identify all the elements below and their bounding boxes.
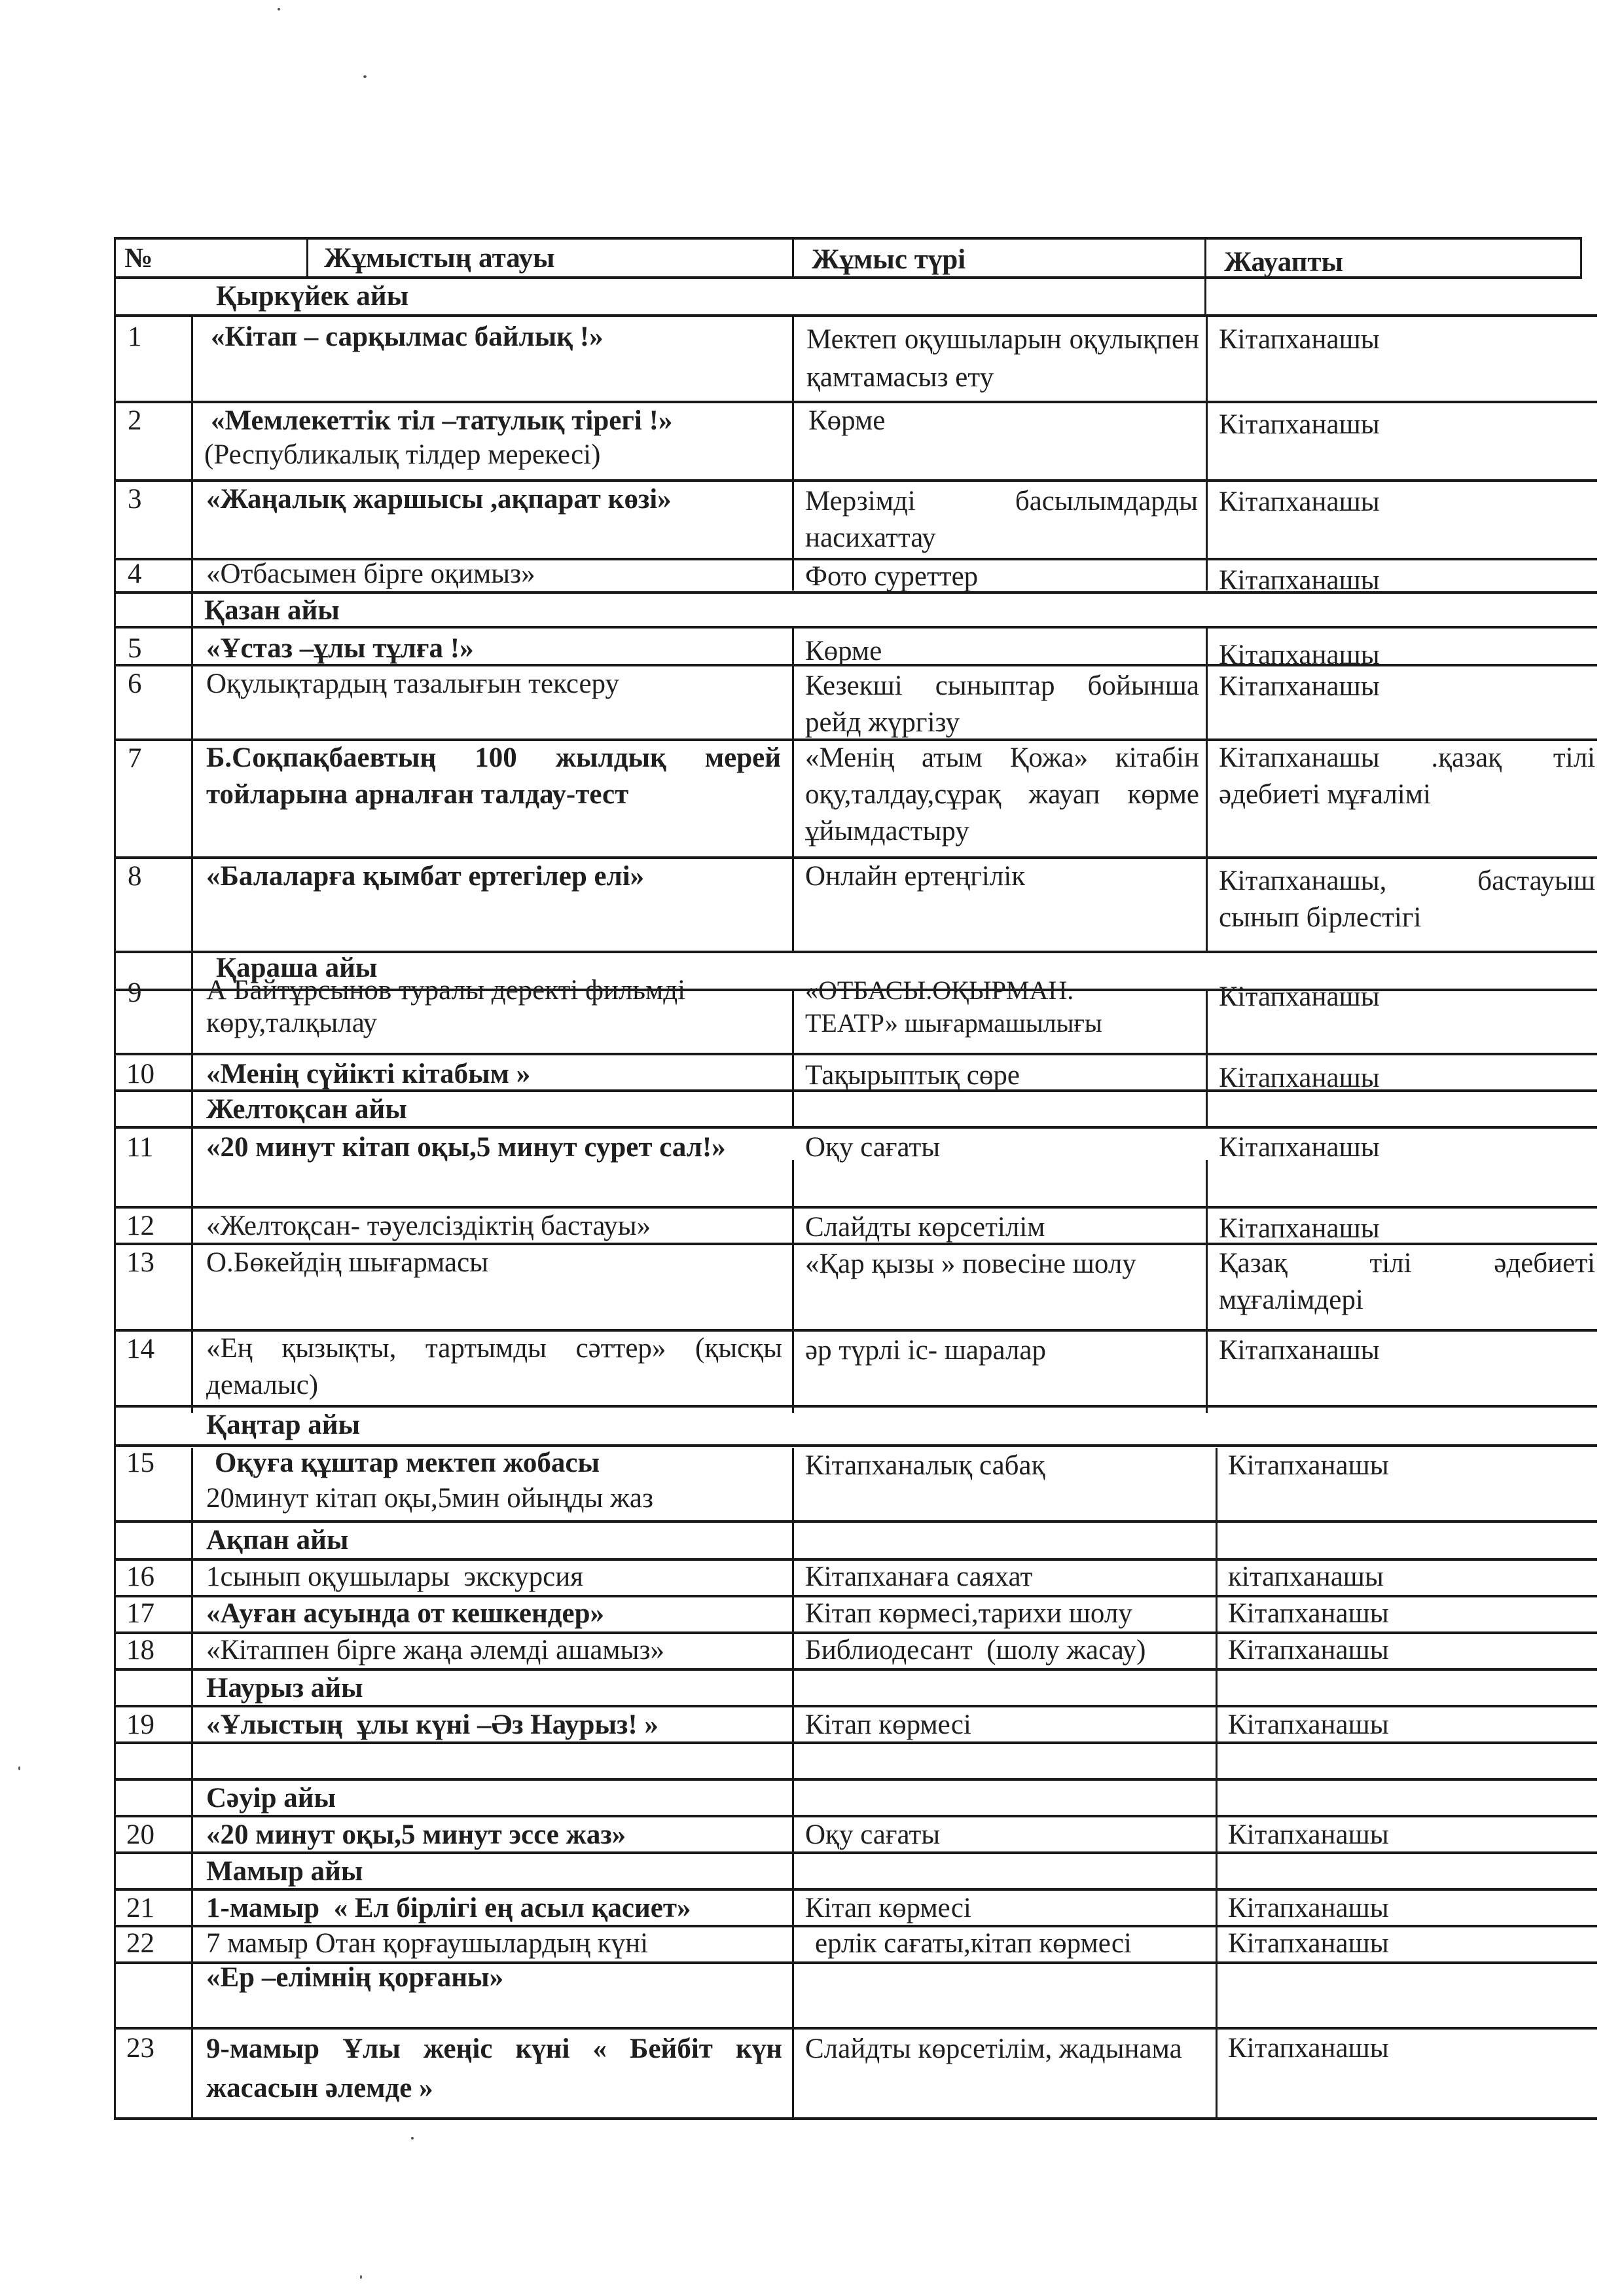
scan-speck — [360, 2275, 362, 2279]
month-heading: Мамыр айы — [206, 1856, 363, 1887]
table-border — [191, 1448, 193, 2120]
row-type: Көрме — [805, 636, 882, 666]
row-name: «Кітаппен бірге жаңа әлемді ашамыз» — [206, 1635, 664, 1666]
row-number: 7 — [128, 743, 142, 774]
row-type: Слайдты көрсетілім, жадынама — [805, 2033, 1182, 2064]
row-responsible: Қазақ тілі әдебиеті мұғалімдері — [1219, 1248, 1595, 1315]
row-type: Слайдты көрсетілім — [805, 1212, 1045, 1243]
table-border — [114, 237, 116, 2120]
row-name: О.Бөкейдің шығармасы — [206, 1247, 489, 1278]
row-number: 2 — [128, 405, 142, 436]
row-name: 7 мамыр Отан қорғаушылардың күні — [206, 1928, 649, 1959]
row-name: А Байтұрсынов туралы деректі фильмді көру,талқылау — [206, 975, 686, 1038]
header-name: Жұмыстың атауы — [324, 243, 555, 274]
row-number: 22 — [126, 1928, 154, 1959]
row-type: Кітап көрмесі — [805, 1709, 971, 1740]
row-name: «Балаларға қымбат ертегілер елі» — [206, 861, 645, 892]
table-border — [792, 1448, 794, 2120]
month-heading: Ақпан айы — [206, 1525, 349, 1556]
month-heading: Қаңтар айы — [206, 1410, 361, 1440]
table-border — [115, 2117, 1597, 2120]
row-responsible: Кітапханашы — [1228, 1709, 1389, 1740]
table-border — [792, 627, 794, 953]
row-type: «Қар қызы » повесіне шолу — [805, 1248, 1136, 1279]
month-heading: Наурыз айы — [206, 1673, 363, 1704]
table-border — [1206, 990, 1208, 1127]
table-border — [792, 237, 794, 279]
row-responsible: Кітапханашы — [1228, 2033, 1389, 2064]
row-responsible: Кітапханашы — [1219, 409, 1380, 440]
row-name: «Ұлыстың ұлы күні –Әз Наурыз! » — [206, 1709, 659, 1740]
row-type: әр түрлі іс- шаралар — [805, 1335, 1047, 1366]
row-responsible: Кітапханашы — [1219, 1132, 1380, 1163]
row-responsible: Кітапханашы — [1219, 324, 1380, 355]
row-name: Оқулықтардың тазалығын тексеру — [206, 668, 619, 699]
scan-speck — [278, 8, 280, 10]
scan-speck — [363, 75, 367, 78]
row-responsible: Кітапханашы — [1219, 671, 1380, 702]
month-heading: Қыркүйек айы — [216, 281, 409, 312]
row-type: Библиодесант (шолу жасау) — [805, 1635, 1146, 1666]
row-name-note: (Республикалық тілдер мерекесі) — [204, 439, 601, 470]
row-responsible: Кітапханашы — [1219, 565, 1380, 596]
header-responsible: Жауапты — [1224, 247, 1344, 278]
row-type: «Менің атым Қожа» кітабін оқу,талдау,сұрақ жауап көрме ұйымдастыру — [805, 742, 1199, 847]
row-name-note: 20минут кітап оқы,5мин ойыңды жаз — [206, 1483, 653, 1514]
row-type: Кітапханалық сабақ — [805, 1450, 1045, 1481]
row-number: 8 — [128, 861, 142, 892]
table-border — [1204, 237, 1206, 316]
row-responsible: Кітапханашы — [1228, 1928, 1389, 1959]
row-number: 18 — [126, 1635, 154, 1666]
row-responsible: Кітапханашы — [1228, 1819, 1389, 1850]
row-responsible: Кітапханашы — [1228, 1635, 1389, 1666]
table-border — [792, 990, 794, 1127]
row-responsible: Кітапханашы — [1219, 640, 1380, 670]
month-heading: Қараша айы — [216, 953, 378, 983]
row-number: 3 — [128, 484, 142, 515]
row-responsible: Кітапханашы, бастауыш сынып бірлестігі — [1219, 866, 1595, 933]
row-number: 17 — [126, 1598, 154, 1629]
table-border — [1206, 316, 1208, 591]
row-number: 15 — [126, 1448, 154, 1478]
row-responsible: Кітапханашы — [1219, 981, 1380, 1012]
row-type: Кезекші сыныптар бойынша рейд жүргізу — [805, 670, 1199, 738]
row-type: Оқу сағаты — [805, 1819, 941, 1850]
row-type: Мектеп оқушыларын оқулықпен қамтамасыз ету — [806, 324, 1199, 393]
row-name: «Кітап – сарқылмас байлық !» — [211, 321, 604, 352]
scan-speck — [411, 2137, 414, 2140]
row-type: Көрме — [808, 405, 886, 436]
row-type: Онлайн ертеңгілік — [805, 861, 1026, 892]
row-name: Б.Соқпақбаевтың 100 жылдық мерей тойларына арналған талдау-тест — [206, 742, 781, 810]
header-type: Жұмыс түрі — [812, 244, 966, 275]
month-heading: Қазан айы — [204, 595, 340, 626]
row-responsible: Кітапханашы — [1228, 1450, 1389, 1481]
row-number: 11 — [126, 1132, 154, 1163]
row-name: «Ұстаз –ұлы тұлға !» — [206, 633, 474, 664]
row-number: 21 — [126, 1893, 154, 1923]
row-number: 12 — [126, 1211, 154, 1241]
row-name: «Желтоқсан- тәуелсіздіктің бастауы» — [206, 1211, 651, 1241]
row-number: 5 — [128, 633, 142, 664]
row-number: 4 — [128, 558, 142, 589]
row-number: 16 — [126, 1561, 154, 1592]
row-name: 9-мамыр Ұлы жеңіс күні « Бейбіт күн жасасын әлемде » — [206, 2033, 782, 2104]
table-border — [306, 237, 308, 278]
row-type: Оқу сағаты — [805, 1132, 941, 1163]
row-number: 1 — [128, 321, 142, 352]
row-responsible: Кітапханашы — [1219, 1213, 1380, 1244]
row-type: ерлік сағаты,кітап көрмесі — [815, 1928, 1132, 1959]
row-name: «Менің сүйікті кітабым » — [206, 1059, 531, 1089]
row-name: «Жаңалық жаршысы ,ақпарат көзі» — [206, 484, 672, 515]
row-name: «Отбасымен бірге оқимыз» — [206, 558, 535, 589]
row-type: Фото суреттер — [805, 561, 979, 592]
row-responsible: Кітапханашы — [1219, 1063, 1380, 1093]
row-name: «20 минут оқы,5 минут эссе жаз» — [206, 1819, 626, 1850]
row-number: 6 — [128, 668, 142, 699]
row-responsible: Кітапханашы — [1219, 486, 1380, 517]
month-heading: Сәуір айы — [206, 1783, 336, 1813]
table-border — [792, 1160, 794, 1413]
row-type: Кітапханаға саяхат — [805, 1561, 1033, 1592]
row-number: 20 — [126, 1819, 154, 1850]
table-border — [1580, 237, 1582, 279]
row-name: «20 минут кітап оқы,5 минут сурет сал!» — [206, 1132, 726, 1163]
row-type: Мерзімді басылымдарды насихаттау — [805, 486, 1198, 553]
row-responsible: кітапханашы — [1228, 1561, 1384, 1592]
row-type: Тақырыптық сөре — [805, 1060, 1020, 1091]
header-number: № — [124, 243, 153, 274]
table-border — [115, 1778, 1597, 1781]
row-name: «Мемлекеттік тіл –татулық тірегі !» — [211, 405, 673, 436]
row-type: «ОТБАСЫ.ОҚЫРМАН. ТЕАТР» шығармашылығы — [805, 975, 1102, 1038]
row-number: 10 — [126, 1059, 154, 1089]
row-name: Оқуға құштар мектеп жобасы — [215, 1448, 600, 1478]
row-type: Кітап көрмесі — [805, 1893, 971, 1923]
row-responsible: Кітапханашы — [1228, 1598, 1389, 1629]
row-number: 14 — [126, 1334, 154, 1364]
row-number: 23 — [126, 2033, 154, 2064]
row-name: «Ең қызықты, тартымды сәттер» (қысқы демалыс) — [206, 1333, 782, 1400]
table-border — [1206, 1160, 1208, 1413]
row-name-note: «Ер –елімнің қорғаны» — [206, 1962, 504, 1993]
row-name: «Ауған асуында от кешкендер» — [206, 1598, 605, 1629]
month-heading: Желтоқсан айы — [206, 1094, 407, 1125]
row-responsible: Кітапханашы — [1219, 1335, 1380, 1366]
row-name: 1-мамыр « Ел бірлігі ең асыл қасиет» — [206, 1893, 691, 1923]
table-border — [1206, 627, 1208, 953]
row-number: 9 — [128, 977, 142, 1008]
row-number: 13 — [126, 1247, 154, 1278]
table-border — [792, 316, 794, 591]
row-responsible: Кітапханашы — [1228, 1893, 1389, 1923]
scan-speck — [18, 1766, 20, 1770]
row-name: 1сынып оқушылары экскурсия — [206, 1561, 583, 1592]
row-type: Кітап көрмесі,тарихи шолу — [805, 1598, 1132, 1629]
row-responsible: Кітапханашы .қазақ тілі әдебиеті мұғалімі — [1219, 742, 1595, 810]
table-border — [1216, 1448, 1218, 2120]
row-number: 19 — [126, 1709, 154, 1740]
